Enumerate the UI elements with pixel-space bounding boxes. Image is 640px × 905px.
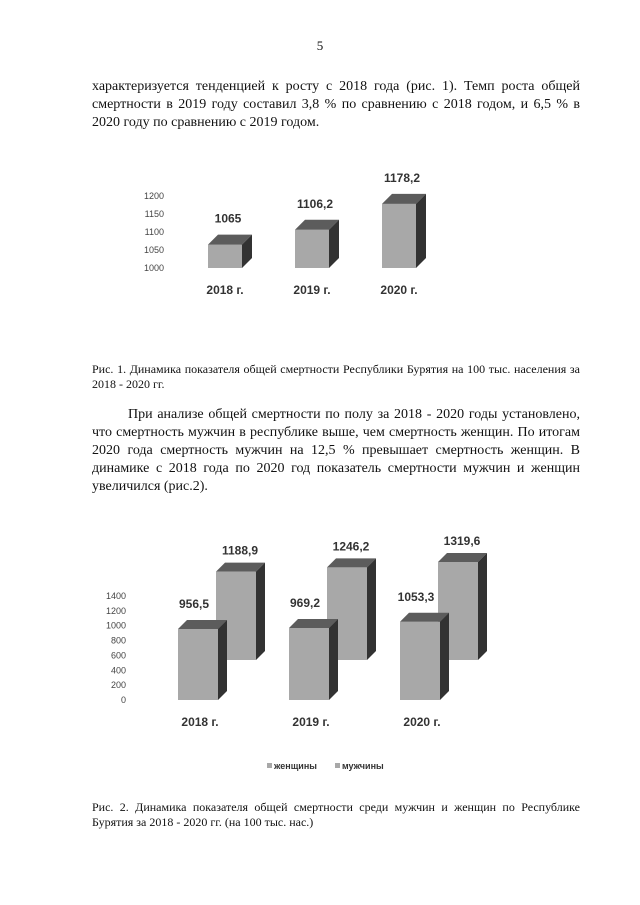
chart2-x-axis bbox=[181, 715, 440, 729]
chart1-x-tick-label: 2019 г. bbox=[293, 283, 331, 297]
chart1-bar bbox=[382, 194, 426, 268]
chart2-legend-label: мужчины bbox=[342, 761, 384, 771]
figure-caption-2: Рис. 2. Динамика показателя общей смертности среди мужчин и женщин по Республике Бурятия за 2018 - 2020 гг. (на 100 тыс. нас.) bbox=[92, 800, 580, 829]
chart2-data-label-men: 1246,2 bbox=[332, 539, 370, 554]
body-paragraph-2: При анализе общей смертности по полу за 2018 - 2020 годы установлено, что смертность мужчин в республике выше, чем смертность женщин. По итогам 2020 года смертность мужчин на 12,5 % превышает смертность женщин. В динамике с 2018 года по 2020 год показатель смертности мужчин и женщин увеличился (рис.2). bbox=[92, 407, 580, 494]
chart2-x-tick-label: 2020 г. bbox=[403, 715, 441, 729]
chart1-y-tick-label: 1100 bbox=[144, 227, 164, 237]
chart1-y-axis bbox=[144, 191, 164, 273]
chart2-bar-women bbox=[400, 613, 449, 700]
chart1-data-label: 1106,2 bbox=[296, 196, 334, 211]
chart-mortality-by-sex bbox=[0, 530, 640, 780]
chart2-data-label-men: 1319,6 bbox=[443, 533, 481, 548]
figure-caption-1: Рис. 1. Динамика показателя общей смертности Республики Бурятия на 100 тыс. населения за 2018 - 2020 гг. bbox=[92, 362, 580, 391]
chart2-data-label-men: 1188,9 bbox=[221, 543, 259, 558]
chart2-bars bbox=[178, 534, 487, 700]
chart2-y-tick-label: 200 bbox=[110, 680, 126, 691]
chart1-y-tick-label: 1050 bbox=[143, 245, 164, 255]
chart1-bars bbox=[208, 171, 426, 268]
chart2-x-tick-label: 2019 г. bbox=[292, 715, 330, 729]
chart2-y-tick-label: 600 bbox=[110, 650, 126, 661]
chart2-legend-swatch bbox=[335, 763, 340, 768]
chart1-x-tick-label: 2020 г. bbox=[380, 283, 418, 297]
chart1-bar bbox=[208, 235, 252, 268]
chart1-x-tick-label: 2018 г. bbox=[206, 283, 244, 297]
chart2-y-tick-label: 800 bbox=[110, 635, 126, 646]
chart1-bar bbox=[295, 220, 339, 268]
chart2-bar-women bbox=[289, 619, 338, 700]
chart2-legend bbox=[267, 761, 384, 771]
chart2-y-tick-label: 1200 bbox=[105, 605, 126, 616]
chart1-y-tick-label: 1200 bbox=[143, 191, 164, 201]
chart2-y-tick-label: 1400 bbox=[105, 591, 126, 601]
chart1-y-tick-label: 1150 bbox=[144, 209, 164, 219]
chart2-bar-women bbox=[178, 620, 227, 700]
body-paragraph-1: характеризуется тенденцией к росту с 2018 года (рис. 1). Темп роста общей смертности в 2019 году составил 3,8 % по сравнению с 2018 годом, и 6,5 % в 2020 году по сравнению с 2019 годом. bbox=[92, 79, 580, 130]
chart1-data-label: 1065 bbox=[214, 211, 242, 226]
chart1-y-tick-label: 1000 bbox=[143, 263, 164, 273]
chart2-data-label-women: 969,2 bbox=[289, 596, 321, 611]
chart2-data-label-women: 956,5 bbox=[178, 596, 210, 611]
page-number: 5 bbox=[316, 38, 324, 53]
chart-total-mortality bbox=[0, 160, 640, 310]
chart2-y-tick-label: 400 bbox=[110, 665, 126, 676]
chart2-legend-label: женщины bbox=[274, 761, 317, 771]
chart1-x-axis bbox=[206, 283, 417, 297]
chart2-y-axis bbox=[106, 591, 126, 705]
chart2-y-tick-label: 0 bbox=[120, 695, 126, 705]
chart2-legend-swatch bbox=[267, 763, 272, 768]
chart1-data-label: 1178,2 bbox=[383, 170, 421, 185]
chart2-x-tick-label: 2018 г. bbox=[181, 715, 219, 729]
chart2-y-tick-label: 1000 bbox=[105, 620, 126, 631]
chart2-data-label-women: 1053,3 bbox=[397, 589, 435, 604]
